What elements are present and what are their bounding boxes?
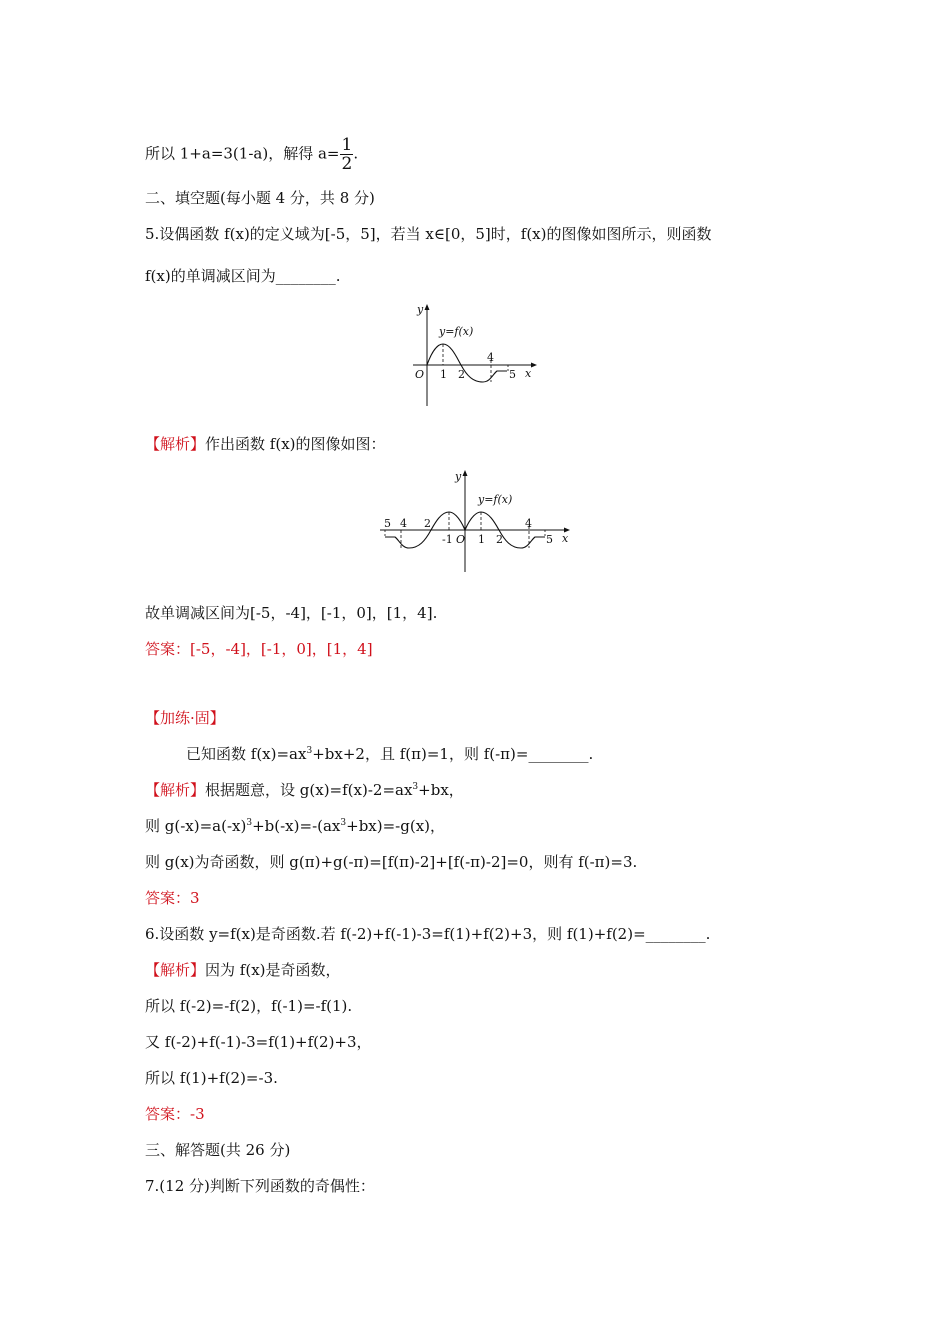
y-axis-arrow	[425, 304, 430, 310]
question-text: 6.设函数 y=f(x)是奇函数.若 f(-2)+f(-1)-3=f(1)+f(2)+3，则 f(1)+f(2)=________.	[145, 925, 711, 943]
text-line	[145, 136, 358, 173]
text-segment: +bx)=-g(x)，	[346, 817, 446, 835]
origin-label: O	[456, 533, 466, 546]
analysis-line	[145, 960, 341, 980]
text-segment: 已知函数 f(x)=ax	[186, 745, 307, 763]
tick-label: 5	[546, 533, 553, 546]
question-text	[186, 744, 593, 764]
text-line: 故单调减区间为[-5，-4]，[-1，0]，[1，4].	[145, 604, 438, 622]
fraction	[340, 136, 353, 173]
tick-label: 4	[525, 517, 532, 530]
tick-label: 4	[487, 351, 494, 364]
y-axis-label: y	[455, 470, 462, 483]
text-line	[145, 816, 445, 836]
superscript: 3	[412, 782, 419, 792]
question-text: 5.设偶函数 f(x)的定义域为[-5，5]，若当 x∈[0，5]时，f(x)的图像如图所示，则函数	[145, 225, 712, 243]
tick-label: 5	[384, 517, 391, 530]
superscript: 3	[340, 818, 347, 828]
origin-label: O	[415, 368, 425, 381]
text-segment: +bx，	[418, 781, 464, 799]
text-segment: 因为 f(x)是奇函数，	[205, 961, 341, 979]
analysis-line	[145, 780, 464, 800]
tick-label: 2	[424, 517, 431, 530]
analysis-line	[145, 434, 386, 454]
answer-line: 答案：3	[145, 889, 200, 907]
answer-line: 答案：[-5，-4]，[-1，0]，[1，4]	[145, 640, 373, 658]
fraction-denominator: 2	[341, 154, 353, 174]
fraction-numerator: 1	[341, 135, 353, 155]
extra-practice-tag: 【加练·固】	[145, 709, 225, 727]
text-segment: 则 g(-x)=a(-x)	[145, 817, 247, 835]
x-axis-arrow	[531, 363, 537, 368]
tick-label: 1	[440, 368, 447, 381]
curve-label: y=f(x)	[478, 493, 513, 506]
text-segment: .	[353, 144, 359, 163]
tick-label: 5	[509, 368, 516, 381]
text-line: 所以 f(1)+f(2)=-3.	[145, 1069, 278, 1087]
tick-label: 4	[400, 517, 407, 530]
tick-label: 2	[458, 368, 465, 381]
curve	[427, 344, 507, 382]
answer-line: 答案：-3	[145, 1105, 205, 1123]
question-text: 7.(12 分)判断下列函数的奇偶性：	[145, 1177, 375, 1195]
y-axis-arrow	[463, 470, 468, 476]
analysis-tag: 【解析】	[145, 961, 206, 979]
text-segment: +b(-x)=-(ax	[252, 817, 341, 835]
text-segment: 根据题意，设 g(x)=f(x)-2=ax	[205, 781, 413, 799]
section-heading: 二、填空题(每小题 4 分，共 8 分)	[145, 189, 375, 207]
section-heading: 三、解答题(共 26 分)	[145, 1141, 291, 1159]
x-axis-label: x	[562, 532, 569, 545]
text-segment: 所以 1+a=3(1-a)，解得 a=	[145, 144, 340, 163]
analysis-tag: 【解析】	[145, 781, 206, 799]
x-axis-label: x	[525, 367, 532, 380]
text-segment: 作出函数 f(x)的图像如图：	[205, 435, 386, 453]
text-segment: +bx+2，且 f(π)=1，则 f(-π)=________.	[312, 745, 594, 763]
function-graph-extended	[378, 466, 578, 576]
tick-label: 2	[496, 533, 503, 546]
analysis-tag: 【解析】	[145, 435, 206, 453]
y-axis-label: y	[417, 303, 424, 316]
tick-label: -1	[442, 533, 453, 546]
curve-label: y=f(x)	[439, 325, 474, 338]
function-graph-original	[405, 298, 540, 408]
superscript: 3	[246, 818, 253, 828]
text-line: 所以 f(-2)=-f(2)，f(-1)=-f(1).	[145, 997, 353, 1015]
text-line: 又 f(-2)+f(-1)-3=f(1)+f(2)+3，	[145, 1033, 372, 1051]
superscript: 3	[306, 746, 313, 756]
text-line: 则 g(x)为奇函数，则 g(π)+g(-π)=[f(π)-2]+[f(-π)-2]=0，则有 f(-π)=3.	[145, 853, 638, 871]
question-text: f(x)的单调减区间为________.	[145, 267, 341, 285]
tick-label: 1	[478, 533, 485, 546]
